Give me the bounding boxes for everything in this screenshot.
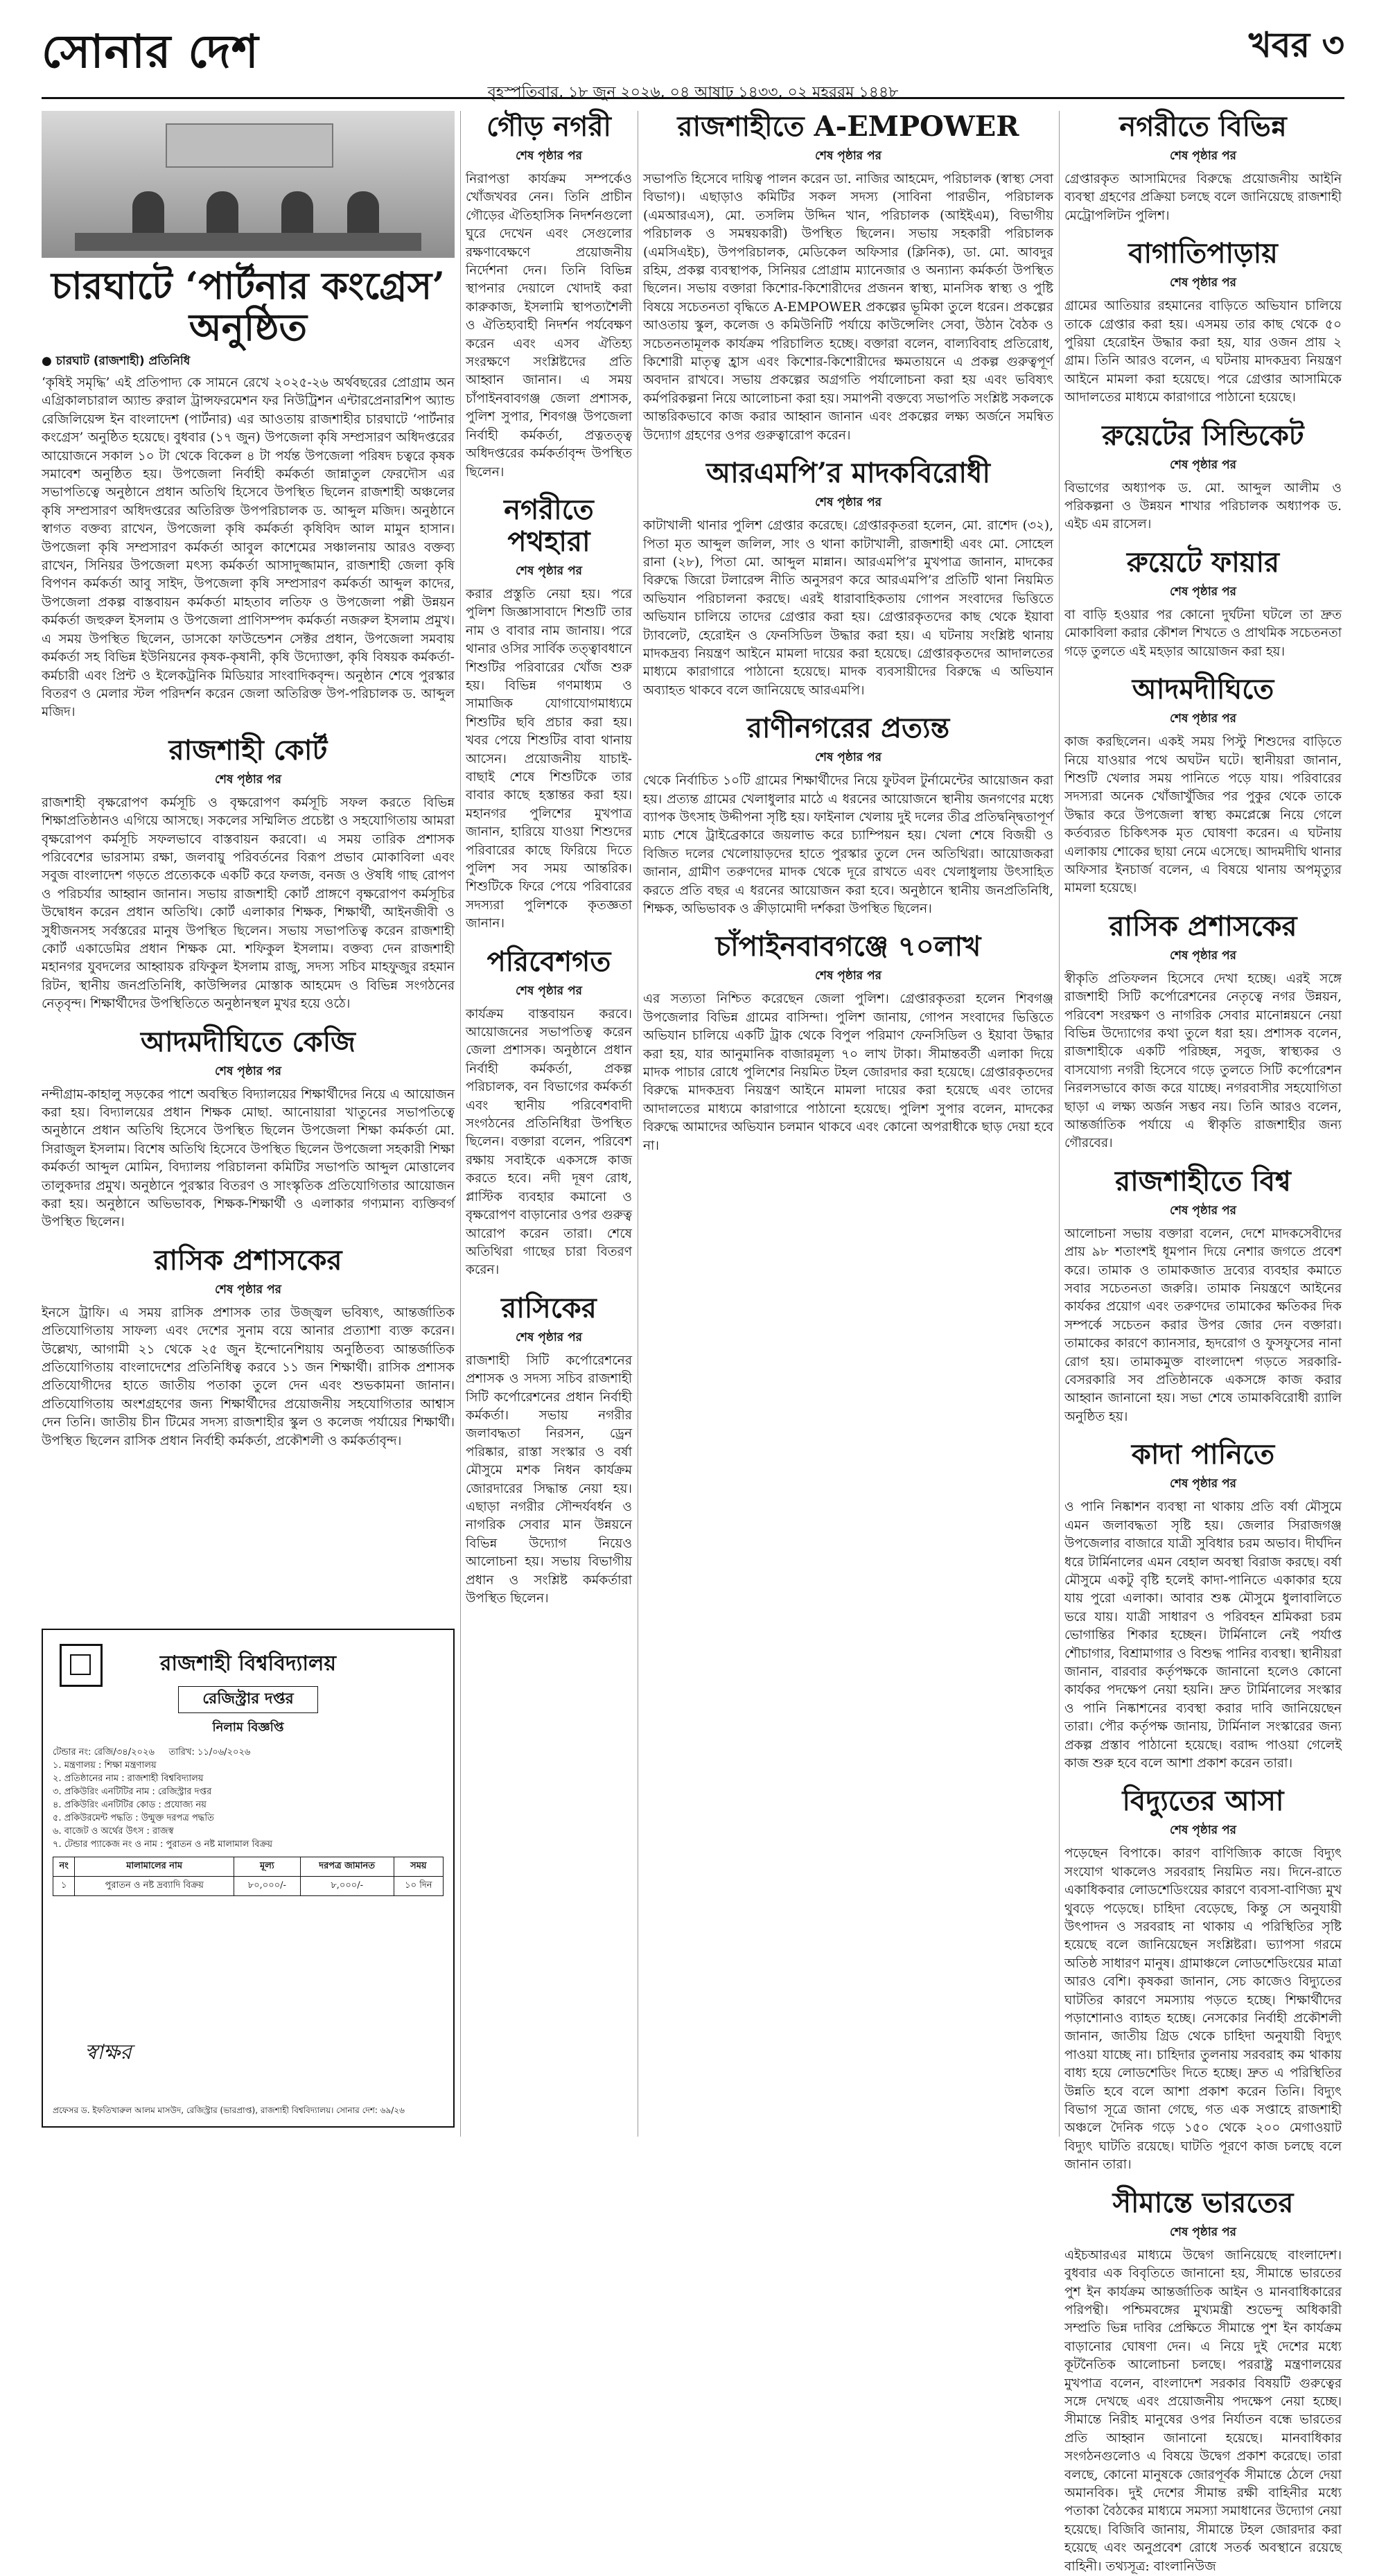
column-3 — [643, 111, 1053, 2137]
headline: রাসিক প্রশাসকের — [154, 1243, 342, 1277]
continued-label: শেষ পৃষ্ঠার পর — [1170, 712, 1236, 726]
story-bidyut — [1064, 1785, 1342, 2174]
masthead-rule — [42, 97, 1344, 99]
table-header-cell: দরপত্র জামানত — [300, 1857, 394, 1877]
headline: চারঘাটে ‘পার্টনার কংগ্রেস’ অনুষ্ঠিত — [51, 263, 445, 349]
byline: ● চারঘাট (রাজশাহী) প্রতিনিধি — [42, 354, 191, 368]
story-chapainawabganj — [643, 931, 1053, 1155]
story-body: ও পানি নিষ্কাশন ব্যবস্থা না থাকায় প্রতি বর্ষা মৌসুমে এমন জলাবদ্ধতা সৃষ্টি হয়। জেলার সিরাজগঞ্জ উপজেলার বাজারে যাত্রী সুবিধার চরম অভাব। দীর্ঘদিন ধরে টার্মিনালের এমন বেহাল অবস্থা বিরাজ করছে। বর্ষা মৌসুমে একটু বৃষ্টি হলেই কাদা-পানিতে একাকার হয়ে যায় পুরো এলাকা। আবার শুষ্ক মৌসুমে ধুলাবালিতে ভরে যায়। যাত্রী সাধারণ ও পরিবহন শ্রমিকরা চরম ভোগান্তির শিকার হচ্ছেন। টার্মিনালে নেই পর্যাপ্ত শৌচাগার, বিশ্রামাগার ও বিশুদ্ধ পানির ব্যবস্থা। স্থানীয়রা জানান, বারবার কর্তৃপক্ষকে জানানো হলেও কোনো কার্যকর পদক্ষেপ নেয়া হয়নি। দ্রুত টার্মিনালের সংস্কার ও পানি নিষ্কাশনের ব্যবস্থা করার দাবি জানিয়েছেন তারা। পৌর কর্তৃপক্ষ জানায়, টার্মিনাল সংস্কারের জন্য প্রকল্প প্রস্তাব পাঠানো হয়েছে। বরাদ্দ পাওয়া গেলেই কাজ শুরু হবে বলে আশা প্রকাশ করেন তারা। — [1064, 1500, 1342, 1771]
story-rasik-admin-2 — [1064, 911, 1342, 1153]
event-photo — [42, 111, 455, 258]
masthead — [42, 17, 1344, 101]
table-cell: ১ — [53, 1877, 75, 1896]
story-rajshahi-court — [42, 735, 455, 1014]
advert-ref-line — [53, 1746, 444, 1759]
story-body: কাটাখালী থানার পুলিশ গ্রেপ্তার করেছে। গ্রেপ্তারকৃতরা হলেন, মো. রাশেদ (৩২), পিতা মৃত আব্দুল জলিল, সাং ও থানা কাটাখালী, রাজশাহী এবং মো. সোহেল রানা (২৮), পিতা মো. আব্দুল মান্নান। আরএমপি’র মুখপাত্র জানান, মাদকের বিরুদ্ধে জিরো টলারেন্স নীতি অনুসরণ করে আরএমপি’র প্রতিটি থানা নিয়মিত অভিযান পরিচালনা করছে। এরই ধারাবাহিকতায় গোপন সংবাদের ভিত্তিতে অভিযান চালিয়ে তাদের গ্রেপ্তার করা হয়। গ্রেপ্তারকৃতদের কাছ থেকে ইয়াবা ট্যাবলেট, হেরোইন ও ফেনসিডিল উদ্ধার করা হয়। এ ঘটনায় সংশ্লিষ্ট থানায় মাদকদ্রব্য নিয়ন্ত্রণ আইনে মামলা দায়ের করা হয়েছে। গ্রেপ্তারকৃতদের আদালতের মাধ্যমে কারাগারে পাঠানো হয়েছে। মাদক ব্যবসায়ীদের বিরুদ্ধে এ অভিযান অব্যাহত থাকবে বলে জানিয়েছে আরএমপি। — [643, 518, 1053, 698]
advert-table-header — [53, 1857, 444, 1877]
continued-label: শেষ পৃষ্ঠার পর — [215, 1282, 281, 1297]
story-body: ‘কৃষিই সমৃদ্ধি’ এই প্রতিপাদ্য কে সামনে রেখে ২০২৫-২৬ অর্থবছরের প্রোগ্রাম অন এগ্রিকালচারাল অ্যান্ড রুরাল ট্রান্সফরমেশন ফর নিউট্রিশন এন্টারপ্রেনারশিপ অ্যান্ড রেজিলিয়েন্স ইন বাংলাদেশ (পার্টনার) এর আওতায় রাজশাহীর চারঘাটে ‘পার্টনার কংগ্রেস’ অনুষ্ঠিত হয়েছে। বুধবার (১৭ জুন) উপজেলা কৃষি সম্প্রসারণ অধিদপ্তরের আয়োজনে সকাল ১০ টা থেকে বিকেল ৪ টা পর্যন্ত উপজেলা পরিষদ চত্বরে কৃষক সমাবেশ অনুষ্ঠিত হয়। উপজেলা নির্বাহী কর্মকর্তা জান্নাতুল ফেরদৌস এর সভাপতিত্বে অনুষ্ঠানে প্রধান অতিথি হিসেবে উপস্থিত ছিলেন রাজশাহী অঞ্চলের কৃষি সম্প্রসারণ অধিদপ্তরের অতিরিক্ত উপপরিচালক ড. আব্দুল মজিদ। অনুষ্ঠানে স্বাগত বক্তব্য রাখেন, উপজেলা কৃষি কর্মকর্তা কৃষিবিদ আল মামুন হাসান। উপজেলা কৃষি সম্প্রসারণ কর্মকর্তা আবুল কাশেমের সঞ্চালনায় আরও বক্তব্য রাখেন, সিনিয়র উপজেলা মৎস্য কর্মকর্তা আসাদুজ্জামান, রাজশাহী জেলা কৃষি বিপণন কর্মকর্তা আবু সাইদ, উপজেলা কৃষি সম্প্রসারণ কর্মকর্তা আব্দুল কাদের, উপজেলা প্রকল্প বাস্তবায়ন কর্মকর্তা মাহতাব লতিফ ও উপজেলা পল্লী উন্নয়ন কর্মকর্তা জহুরুল ইসলাম ও উপজেলা প্রাণিসম্পদ কর্মকর্তা নজরুল ইসলাম প্রমুখ। এ সময় উপস্থিত ছিলেন, ডাসকো ফাউন্ডেশন সেক্টর প্রধান, উপজেলা সমবায় কর্মকর্তা সহ বিভিন্ন ইউনিয়নের কৃষক-কৃষানী, কৃষি উদ্যোক্তা, কৃষি বিষয়ক কর্মকর্তা-কর্মচারী এবং প্রিন্ট ও ইলেকট্রনিক মিডিয়ার সাংবাদিকবৃন্দ। অনুষ্ঠান শেষে পুরস্কার বিতরণ ও মেলার স্টল পরিদর্শন করেন জেলা অতিরিক্ত উপ-পরিচালক ড. আব্দুল মজিদ। — [42, 376, 455, 720]
advert-title: নিলাম বিজ্ঞপ্তি — [212, 1720, 284, 1735]
story-raninagar — [643, 712, 1053, 918]
advert-line: ১. মন্ত্রণালয় : শিক্ষা মন্ত্রণালয় — [53, 1760, 157, 1771]
headline: গৌড় নগরী — [486, 110, 611, 143]
story-body: করার প্রস্তুতি নেয়া হয়। পরে পুলিশ জিজ্ঞাসাবাদে শিশুটি তার নাম ও বাবার নাম জানায়। পরে থানার ওসির সার্বিক তত্ত্বাবধানে শিশুটির পরিবারের খোঁজ শুরু হয়। বিভিন্ন গণমাধ্যম ও সামাজিক যোগাযোগমাধ্যমে শিশুটির ছবি প্রচার করা হয়। খবর পেয়ে শিশুটির বাবা থানায় আসেন। প্রয়োজনীয় যাচাই-বাছাই শেষে শিশুটিকে তার বাবার কাছে হস্তান্তর করা হয়। মহানগর পুলিশের মুখপাত্র জানান, হারিয়ে যাওয়া শিশুদের পরিবারের কাছে ফিরিয়ে দিতে পুলিশ সব সময় আন্তরিক। শিশুটিকে ফিরে পেয়ে পরিবারের সদস্যরা পুলিশকে কৃতজ্ঞতা জানান। — [466, 586, 632, 931]
story-body: কাজ করছিলেন। একই সময় পিস্টু শিশুদের বাড়িতে নিয়ে যাওয়ার পথে অঘটন ঘটে। স্থানীয়রা জানান, শিশুটি খেলার সময় পানিতে পড়ে যায়। পরিবারের সদস্যরা অনেক খোঁজাখুঁজির পর পুকুর থেকে তাকে উদ্ধার করে উপজেলা স্বাস্থ্য কমপ্লেক্সে নিয়ে গেলে কর্তব্যরত চিকিৎসক মৃত ঘোষণা করেন। এ ঘটনায় এলাকায় শোকের ছায়া নেমে এসেছে। আদমদীঘি থানার অফিসার ইনচার্জ বলেন, এ বিষয়ে থানায় অপমৃত্যুর মামলা হয়েছে। — [1064, 735, 1342, 896]
headline: রাসিকের — [501, 1291, 597, 1324]
story-ruet-fire — [1064, 547, 1342, 661]
advert-line: ২. প্রতিষ্ঠানের নাম : রাজশাহী বিশ্ববিদ্যালয় — [53, 1773, 204, 1784]
advert-table — [53, 1857, 444, 1896]
column-divider — [1059, 111, 1060, 2137]
table-cell: পুরাতন ও নষ্ট দ্রব্যাদি বিক্রয় — [75, 1877, 234, 1896]
continued-label: শেষ পৃষ্ঠার পর — [215, 1064, 281, 1078]
story-environment — [466, 946, 632, 1280]
table-header-cell: নং — [53, 1857, 75, 1877]
story-baghapara — [1064, 238, 1342, 407]
headline: পরিবেশগত — [486, 945, 611, 978]
continued-label: শেষ পৃষ্ঠার পর — [1170, 1477, 1236, 1491]
newspaper-logo: সোনার দেশ — [42, 24, 259, 78]
headline: রাণীনগরের প্রত্যন্ত — [746, 712, 950, 745]
story-body: রাজশাহী বৃক্ষরোপণ কর্মসূচি ও বৃক্ষরোপণ কর্মসূচি সফল করতে বিভিন্ন শিক্ষাপ্রতিষ্ঠানও এগিয়ে আসছে। সকলের সম্মিলিত প্রচেষ্টা ও সহযোগিতায় আমরা বৃক্ষরোপণ কর্মসূচি সফলভাবে বাস্তবায়ন করবো। এ সময় তারিক প্রশাসক পরিবেশের ভারসাম্য রক্ষা, জলবায়ু পরিবর্তনের বিরূপ প্রভাব মোকাবিলা এবং সবুজ বাংলাদেশ গড়তে প্রত্যেককে একটি করে ফলজ, বনজ ও ঔষধি গাছ রোপণ ও পরিচর্যার আহ্বান জানান। সভায় রাজশাহী কোর্ট প্রাঙ্গণে বৃক্ষরোপণ কর্মসূচির উদ্বোধন করেন প্রধান অতিথি। কোর্ট এলাকার শিক্ষক, শিক্ষার্থী, আইনজীবী ও সুধীজনসহ সর্বস্তরের মানুষ উপস্থিত ছিলেন। সভায় সভাপতিত্ব করেন রাজশাহী কোর্ট একাডেমির প্রধান শিক্ষক মো. শফিকুল ইসলাম। বক্তব্য দেন রাজশাহী মহানগর যুবদলের আহ্বায়ক রফিকুল ইসলাম রাজু, সদস্য সচিব মাহফুজুর রহমান রিটন, স্থানীয় জনপ্রতিনিধি, কাউন্সিলর মোস্তাক আহমেদ ও বিভিন্ন সংগঠনের নেতৃবৃন্দ। শিক্ষার্থীদের উপস্থিতিতে অনুষ্ঠানস্থল মুখর হয়ে ওঠে। — [42, 795, 455, 1012]
story-rmp-anti-drug — [643, 457, 1053, 700]
continued-label: শেষ পৃষ্ঠার পর — [1170, 276, 1236, 290]
headline: রাজশাহীতে বিশ্ব — [1115, 1164, 1291, 1198]
continued-label: শেষ পৃষ্ঠার পর — [815, 751, 881, 765]
story-gaur-nagari — [466, 111, 632, 482]
story-body: নিরাপত্তা কার্যক্রম সম্পর্কেও খোঁজখবর নেন। তিনি প্রাচীন গৌড়ের ঐতিহাসিক নিদর্শনগুলো ঘুরে দেখেন এবং সেগুলোর রক্ষণাবেক্ষণে প্রয়োজনীয় নির্দেশনা দেন। তিনি বিভিন্ন স্থাপনার দেয়ালে খোদাই করা কারুকাজ, ইসলামি স্থাপত্যশৈলী ও ঐতিহ্যবাহী নিদর্শন পর্যবেক্ষণ করেন এবং এসব ঐতিহ্য সংরক্ষণে সংশ্লিষ্টদের প্রতি আহ্বান জানান। এ সময় চাঁপাইনবাবগঞ্জ জেলা প্রশাসক, পুলিশ সুপার, শিবগঞ্জ উপজেলা নির্বাহী কর্মকর্তা, প্রত্নতত্ত্ব অধিদপ্তরের কর্মকর্তাবৃন্দ উপস্থিত ছিলেন। — [466, 172, 632, 480]
headline: রাজশাহীতে A-EMPOWER — [677, 110, 1019, 143]
column-2 — [466, 111, 632, 2137]
headline: বাগাতিপাড়ায় — [1128, 237, 1278, 270]
headline: রাসিক প্রশাসকের — [1109, 909, 1297, 943]
column-4 — [1064, 110, 1342, 2574]
story-nagari-various — [1064, 111, 1342, 225]
advert-line: ৫. প্রকিউরমেন্ট পদ্ধতি : উন্মুক্ত দরপত্র পদ্ধতি — [53, 1813, 214, 1823]
story-ruet-syndicate — [1064, 420, 1342, 534]
headline: রুয়েটের সিন্ডিকেট — [1102, 419, 1304, 452]
story-body: নন্দীগ্রাম-কাহালু সড়কের পাশে অবস্থিত বিদ্যালয়ের শিক্ষার্থীদের নিয়ে এ আয়োজন করা হয়। বিদ্যালয়ের প্রধান শিক্ষক মোছা. আনোয়ারা খাতুনের সভাপতিত্বে অনুষ্ঠানে প্রধান অতিথি হিসেবে উপস্থিত ছিলেন উপজেলা শিক্ষা কর্মকর্তা মো. সিরাজুল ইসলাম। বিশেষ অতিথি হিসেবে উপস্থিত ছিলেন উপজেলা সহকারী শিক্ষা কর্মকর্তা আব্দুল মোমিন, বিদ্যালয় পরিচালনা কমিটির সভাপতি আব্দুল মোত্তালেব তালুকদার প্রমুখ। অনুষ্ঠানে পুরস্কার বিতরণ ও সাংস্কৃতিক প্রতিযোগিতার আয়োজন করা হয়। অনুষ্ঠানে অভিভাবক, শিক্ষক-শিক্ষার্থী ও এলাকার গণ্যমান্য ব্যক্তিবর্গ উপস্থিত ছিলেন। — [42, 1087, 455, 1230]
story-body: ইনসে ট্রাফি। এ সময় রাসিক প্রশাসক তার উজ্জ্বল ভবিষ্যৎ, আন্তর্জাতিক প্রতিযোগিতায় সাফল্য এবং দেশের সুনাম বয়ে আনার প্রত্যাশা ব্যক্ত করেন। উল্লেখ্য, আগামী ২১ থেকে ২৫ জুন ইন্দোনেশিয়ায় অনুষ্ঠিতব্য আন্তর্জাতিক প্রতিযোগিতায় বাংলাদেশের প্রতিনিধিত্ব করবে ১১ জন শিক্ষার্থী। রাসিক প্রশাসক প্রতিযোগীদের হাতে জাতীয় পতাকা তুলে দেন এবং শুভকামনা জানান। প্রতিযোগিতায় অংশগ্রহণের জন্য শিক্ষার্থীদের প্রয়োজনীয় সহযোগিতার আশ্বাস দেন তিনি। জাতীয় চীন টিমের সদস্য রাজশাহীর স্কুল ও কলেজ পর্যায়ের শিক্ষার্থী। উপস্থিত ছিলেন রাসিক প্রধান নির্বাহী কর্মকর্তা, প্রকৌশলী ও কর্মকর্তাবৃন্দ। — [42, 1305, 455, 1448]
story-adamdighi — [1064, 674, 1342, 898]
story-rasik-administrator — [42, 1245, 455, 1451]
advert-line: ৪. প্রকিউরিং এনটিটির কোড : প্রযোজ্য নয় — [53, 1800, 207, 1810]
story-body: স্বীকৃতি প্রতিফলন হিসেবে দেখা হচ্ছে। এরই সঙ্গে রাজশাহী সিটি কর্পোরেশনের নেতৃত্বে নগর উন্নয়ন, পরিবেশ সংরক্ষণ ও নাগরিক সেবার মানোন্নয়নে নেয়া বিভিন্ন উদ্যোগের কথা তুলে ধরা হয়। প্রশাসক বলেন, রাজশাহীকে একটি পরিচ্ছন্ন, সবুজ, স্বাস্থ্যকর ও বাসযোগ্য নগরী হিসেবে গড়ে তুলতে সিটি কর্পোরেশন নিরলসভাবে কাজ করে যাচ্ছে। নগরবাসীর সহযোগিতা ছাড়া এ লক্ষ্য অর্জন সম্ভব নয়। তিনি আরও বলেন, আন্তর্জাতিক পর্যায়ে এ স্বীকৃতি রাজশাহীর জন্য গৌরবের। — [1064, 971, 1342, 1151]
advert-date: তারিখ: ১১/০৬/২০২৬ — [168, 1747, 251, 1758]
signature: স্বাক্ষর — [85, 2040, 132, 2065]
story-kada — [1064, 1439, 1342, 1773]
advert-footer: প্রফেসর ড. ইফতিখারুল আলম মাসউদ, রেজিস্ট্রার (ভারপ্রাপ্ত), রাজশাহী বিশ্ববিদ্যালয়। সোনার দেশ: ৬৯/২৬ — [53, 2105, 405, 2115]
story-world-tobacco — [1064, 1166, 1342, 1426]
continued-label: শেষ পৃষ্ঠার পর — [516, 1330, 582, 1344]
continued-label: শেষ পৃষ্ঠার পর — [516, 983, 582, 998]
column-divider — [460, 111, 461, 2137]
tender-notice-advert — [42, 1629, 455, 2128]
story-a-empower — [643, 111, 1053, 445]
advert-ref: টেন্ডার নং: রেজি/৩৪/২০২৬ — [53, 1747, 155, 1758]
continued-label: শেষ পৃষ্ঠার পর — [516, 563, 582, 578]
headline: বিদ্যুতের আসা — [1122, 1785, 1284, 1818]
story-body: বিভাগের অধ্যাপক ড. মো. আব্দুল আলীম ও পরিকল্পনা ও উন্নয়ন শাখার পরিচালক অধ্যাপক ড. এইচ এম রাসেল। — [1064, 480, 1342, 532]
table-cell: ৮,০০০/- — [300, 1877, 394, 1896]
continued-label: শেষ পৃষ্ঠার পর — [516, 149, 582, 163]
story-body: সভাপতি হিসেবে দায়িত্ব পালন করেন ডা. নাজির আহমেদ, পরিচালক (স্বাস্থ্য সেবা বিভাগ)। এছাড়াও কমিটির সকল সদস্য (সাবিনা পারভীন, পরিচালক (এমআরএস), মো. তসলিম উদ্দিন খান, পরিচালক (আইইএম), বিভাগীয় পরিচালক ও সমন্বয়কারী) উপস্থিত ছিলেন। সভায় সহকারী পরিচালক (এমসিএইচ), উপপরিচালক, মেডিকেল অফিসার (ক্লিনিক), ডা. মো. আবদুর রহিম, প্রকল্প ব্যবস্থাপক, সিনিয়র প্রোগ্রাম ম্যানেজার ও অন্যান্য কর্মকর্তা উপস্থিত ছিলেন। সভায় বক্তারা কিশোর-কিশোরীদের প্রজনন স্বাস্থ্য, মানসিক স্বাস্থ্য ও পুষ্টি বিষয়ে সচেতনতা বৃদ্ধিতে A-EMPOWER প্রকল্পের ভূমিকা তুলে ধরেন। প্রকল্পের আওতায় স্কুল, কলেজ ও কমিউনিটি পর্যায়ে কাউন্সেলিং সেবা, উঠান বৈঠক ও সচেতনতামূলক কার্যক্রম পরিচালিত হচ্ছে। বক্তারা বলেন, বাল্যবিবাহ প্রতিরোধ, কিশোরী মাতৃত্ব হ্রাস এবং কিশোর-কিশোরীদের ক্ষমতায়নে এ প্রকল্প গুরুত্বপূর্ণ অবদান রাখবে। সভায় প্রকল্পের অগ্রগতি পর্যালোচনা করা হয় এবং ভবিষ্যৎ কর্মপরিকল্পনা নিয়ে আলোচনা করা হয়। সমাপনী বক্তব্যে সভাপতি সংশ্লিষ্ট সকলকে আন্তরিকভাবে কাজ করার আহ্বান জানান এবং প্রকল্পের লক্ষ্য অর্জনে সমন্বিত উদ্যোগ গ্রহণের ওপর গুরুত্বারোপ করেন। — [643, 172, 1053, 443]
story-simanta — [1064, 2187, 1342, 2576]
table-header-cell: সময় — [394, 1857, 443, 1877]
story-body: গ্রেপ্তারকৃত আসামিদের বিরুদ্ধে প্রয়োজনীয় আইনি ব্যবস্থা গ্রহণের প্রক্রিয়া চলছে বলে জানিয়েছে রাজশাহী মেট্রোপলিটন পুলিশ। — [1064, 172, 1342, 223]
story-body: গ্রামের আতিয়ার রহমানের বাড়িতে অভিযান চালিয়ে তাকে গ্রেপ্তার করা হয়। এসময় তার কাছ থেকে ৫০ পুরিয়া হেরোইন উদ্ধার করা হয়, যার ওজন প্রায় ২ গ্রাম। তিনি আরও বলেন, এ ঘটনায় মাদকদ্রব্য নিয়ন্ত্রণ আইনে মামলা করা হয়েছে। পরে গ্রেপ্তার আসামিকে আদালতের মাধ্যমে কারাগারে পাঠানো হয়েছে। — [1064, 299, 1342, 405]
stage-table — [75, 233, 422, 251]
continued-label: শেষ পৃষ্ঠার পর — [815, 149, 881, 163]
continued-label: শেষ পৃষ্ঠার পর — [815, 969, 881, 983]
table-cell: ১০ দিন — [394, 1877, 443, 1896]
story-rasik-meeting — [466, 1293, 632, 1609]
headline: আদমদীঘিতে কেজি — [141, 1025, 356, 1058]
section-tag: খবর ৩ — [1248, 24, 1344, 65]
story-body: পড়েছেন বিপাকে। কারণ বাণিজ্যিক কাজে বিদ্যুৎ সংযোগ থাকলেও সরবরাহ নিয়মিত নয়। দিনে-রাতে একাধিকবার লোডশেডিংয়ের কারণে ব্যবসা-বাণিজ্য মুখ থুবড়ে পড়েছে। চাহিদা বেড়েছে, কিন্তু সে অনুযায়ী উৎপাদন ও সরবরাহ না থাকায় এ পরিস্থিতির সৃষ্টি হয়েছে বলে জানিয়েছেন সংশ্লিষ্টরা। ভ্যাপসা গরমে অতিষ্ঠ সাধারণ মানুষ। গ্রামাঞ্চলে লোডশেডিংয়ের মাত্রা আরও বেশি। কৃষকরা জানান, সেচ কাজেও বিদ্যুতের ঘাটতির কারণে সমস্যায় পড়তে হচ্ছে। শিক্ষার্থীদের পড়াশোনাও ব্যাহত হচ্ছে। নেসকোর নির্বাহী প্রকৌশলী জানান, জাতীয় গ্রিড থেকে চাহিদা অনুযায়ী বিদ্যুৎ পাওয়া যাচ্ছে না। চাহিদার তুলনায় সরবরাহ কম থাকায় বাধ্য হয়ে লোডশেডিং দিতে হচ্ছে। দ্রুত এ পরিস্থিতির উন্নতি হবে বলে আশা প্রকাশ করেন তিনি। বিদ্যুৎ বিভাগ সূত্রে জানা গেছে, গত এক সপ্তাহে রাজশাহী অঞ্চলে দৈনিক গড়ে ১৫০ থেকে ২০০ মেগাওয়াট বিদ্যুৎ ঘাটতি রয়েছে। ঘাটতি পূরণে কাজ চলছে বলে জানান তারা। — [1064, 1846, 1342, 2173]
headline: রাজশাহী কোর্ট — [168, 733, 328, 766]
table-header-cell: মূল্য — [234, 1857, 301, 1877]
table-header-cell: মালামালের নাম — [75, 1857, 234, 1877]
story-body: আলোচনা সভায় বক্তারা বলেন, দেশে মাদকসেবীদের প্রায় ৯৮ শতাংশই ধূমপান দিয়ে নেশার জগতে প্রবেশ করে। তামাক ও তামাকজাত দ্রব্যের ব্যবহার কমাতে সবার সচেতনতা জরুরি। তামাক নিয়ন্ত্রণে আইনের কার্যকর প্রয়োগ এবং তরুণদের তামাকের ক্ষতিকর দিক সম্পর্কে সচেতন করার উপর জোর দেন বক্তারা। তামাকের কারণে ক্যানসার, হৃদরোগ ও ফুসফুসের নানা রোগ হয়। তামাকমুক্ত বাংলাদেশ গড়তে সরকারি-বেসরকারি সব প্রতিষ্ঠানকে একসঙ্গে কাজ করার আহ্বান জানানো হয়। সভা শেষে তামাকবিরোধী র‌্যালি অনুষ্ঠিত হয়। — [1064, 1226, 1342, 1424]
headline: রুয়েটে ফায়ার — [1126, 545, 1280, 579]
continued-label: শেষ পৃষ্ঠার পর — [1170, 1203, 1236, 1218]
continued-label: শেষ পৃষ্ঠার পর — [1170, 584, 1236, 599]
advert-line: ৬. বাজেট ও অর্থের উৎস : রাজস্ব — [53, 1826, 174, 1837]
story-partner-congress — [42, 111, 455, 722]
continued-label: শেষ পৃষ্ঠার পর — [1170, 149, 1236, 163]
story-lost-child — [466, 494, 632, 934]
advert-line: ৭. টেন্ডার প্যাকেজ নং ও নাম : পুরাতন ও নষ্ট মালামাল বিক্রয় — [53, 1839, 273, 1850]
story-body: থেকে নির্বাচিত ১০টি গ্রামের শিক্ষার্থীদের নিয়ে ফুটবল টুর্নামেন্টের আয়োজন করা হয়। প্রত্যন্ত গ্রামের খেলাধুলার মাঠে এ ধরনের আয়োজনে স্থানীয় জনগণের মধ্যে ব্যাপক উৎসাহ উদ্দীপনা সৃষ্টি হয়। ফাইনাল খেলায় দুই দলের তীব্র প্রতিদ্বন্দ্বিতাপূর্ণ ম্যাচ শেষে ট্রাইব্রেকারে জয়লাভ করে চ্যাম্পিয়ন হয়। খেলা শেষে বিজয়ী ও বিজিত দলের খেলোয়াড়দের হাতে পুরস্কার তুলে দেন অতিথিরা। আয়োজকরা জানান, গ্রামীণ তরুণদের মাদক থেকে দূরে রাখতে এবং খেলাধুলায় উৎসাহিত করতে প্রতি বছর এ ধরনের আয়োজন করা হবে। অনুষ্ঠানে স্থানীয় জনপ্রতিনিধি, শিক্ষক, অভিভাবক ও ক্রীড়ামোদী দর্শকরা উপস্থিত ছিলেন। — [643, 773, 1053, 916]
story-body: এর সত্যতা নিশ্চিত করেছেন জেলা পুলিশ। গ্রেপ্তারকৃতরা হলেন শিবগঞ্জ উপজেলার বিভিন্ন গ্রামের বাসিন্দা। পুলিশ জানায়, গোপন সংবাদের ভিত্তিতে অভিযান চালিয়ে একটি ট্রাক থেকে বিপুল পরিমাণ ফেনসিডিল ও ইয়াবা উদ্ধার করা হয়, যার আনুমানিক বাজারমূল্য ৭০ লাখ টাকা। সীমান্তবর্তী এলাকা দিয়ে মাদক পাচার রোধে পুলিশের নিয়মিত টহল জোরদার করা হয়েছে। গ্রেপ্তারকৃতদের বিরুদ্ধে মাদকদ্রব্য নিয়ন্ত্রণ আইনে মামলা দায়ের করা হয়েছে এবং তাদের আদালতের মাধ্যমে কারাগারে পাঠানো হয়েছে। পুলিশ সুপার বলেন, মাদকের বিরুদ্ধে আমাদের অভিযান চলমান থাকবে এবং কোনো অপরাধীকে ছাড় দেয়া হবে না। — [643, 992, 1053, 1153]
story-adamdighi-kg — [42, 1026, 455, 1232]
headline: নগরীতে পথহারা — [504, 493, 594, 558]
headline: আরএমপি’র মাদকবিরোধী — [706, 457, 990, 490]
continued-label: শেষ পৃষ্ঠার পর — [1170, 2225, 1236, 2239]
story-body: এইচআরএর মাধ্যমে উদ্বেগ জানিয়েছে বাংলাদেশ। বুধবার এক বিবৃতিতে জানানো হয়, সীমান্তে ভারতের পুশ ইন কার্যক্রম আন্তর্জাতিক আইন ও মানবাধিকারের পরিপন্থী। পশ্চিমবঙ্গের মুখ্যমন্ত্রী শুভেন্দু অধিকারী সম্প্রতি ভিন্ন দাবির প্রেক্ষিতে সীমান্তে পুশ ইন কার্যক্রম বাড়ানোর ঘোষণা দেন। এ নিয়ে দুই দেশের মধ্যে কূটনৈতিক আলোচনা চলছে। পররাষ্ট্র মন্ত্রণালয়ের মুখপাত্র বলেন, বাংলাদেশ সরকার বিষয়টি গুরুত্বের সঙ্গে দেখছে এবং প্রয়োজনীয় পদক্ষেপ নেয়া হচ্ছে। সীমান্তে নিরীহ মানুষের ওপর নির্যাতন বন্ধে ভারতের প্রতি আহ্বান জানানো হয়েছে। মানবাধিকার সংগঠনগুলোও এ বিষয়ে উদ্বেগ প্রকাশ করেছে। তারা বলছে, কোনো মানুষকে জোরপূর্বক সীমান্তে ঠেলে দেয়া অমানবিক। দুই দেশের সীমান্ত রক্ষী বাহিনীর মধ্যে পতাকা বৈঠকের মাধ্যমে সমস্যা সমাধানের উদ্যোগ নেয়া হয়েছে। বিজিবি জানায়, সীমান্তে টহল জোরদার করা হয়েছে এবং অনুপ্রবেশ রোধে সতর্ক অবস্থানে রয়েছে বাহিনী। তথ্যসূত্র: বাংলানিউজ — [1064, 2248, 1342, 2574]
story-body: রাজশাহী সিটি কর্পোরেশনের প্রশাসক ও সদস্য সচিব রাজশাহী সিটি কর্পোরেশনের প্রধান নির্বাহী কর্মকর্তা। সভায় নগরীর জলাবদ্ধতা নিরসন, ড্রেন পরিষ্কার, রাস্তা সংস্কার ও বর্ষা মৌসুমে মশক নিধন কার্যক্রম জোরদারের সিদ্ধান্ত নেয়া হয়। এছাড়া নগরীর সৌন্দর্যবর্ধন ও নাগরিক সেবার মান উন্নয়নে বিভিন্ন উদ্যোগ নিয়েও আলোচনা হয়। সভায় বিভাগীয় প্রধান ও সংশ্লিষ্ট কর্মকর্তারা উপস্থিত ছিলেন। — [466, 1353, 632, 1606]
continued-label: শেষ পৃষ্ঠার পর — [1170, 1823, 1236, 1838]
headline: সীমান্তে ভারতের — [1112, 2186, 1294, 2219]
stage-banner — [166, 123, 333, 168]
university-emblem-icon — [60, 1644, 103, 1687]
continued-label: শেষ পৃষ্ঠার পর — [215, 772, 281, 787]
continued-label: শেষ পৃষ্ঠার পর — [815, 496, 881, 510]
advert-office: রেজিস্ট্রার দপ্তর — [178, 1686, 318, 1713]
headline: নগরীতে বিভিন্ন — [1119, 110, 1287, 143]
table-row — [53, 1877, 444, 1896]
headline: আদমদীঘিতে — [1132, 673, 1274, 706]
continued-label: শেষ পৃষ্ঠার পর — [1170, 948, 1236, 963]
advert-line: ৩. প্রকিউরিং এনটিটির নাম : রেজিস্ট্রার দপ্তর — [53, 1787, 212, 1797]
story-body: কার্যক্রম বাস্তবায়ন করবে। আয়োজনের সভাপতিত্ব করেন জেলা প্রশাসক। অনুষ্ঠানে প্রধান নির্বাহী কর্মকর্তা, প্রকল্প পরিচালক, বন বিভাগের কর্মকর্তা এবং স্থানীয় পরিবেশবাদী সংগঠনের প্রতিনিধিরা উপস্থিত ছিলেন। বক্তারা বলেন, পরিবেশ রক্ষায় সবাইকে একসঙ্গে কাজ করতে হবে। নদী দূষণ রোধ, প্লাস্টিক ব্যবহার কমানো ও বৃক্ষরোপণ বাড়ানোর ওপর গুরুত্ব আরোপ করেন তারা। শেষে অতিথিরা গাছের চারা বিতরণ করেন। — [466, 1006, 632, 1278]
headline: কাদা পানিতে — [1131, 1438, 1275, 1471]
dateline: বৃহস্পতিবার, ১৮ জুন ২০২৬, ০৪ আষাঢ় ১৪৩৩, ০২ মহররম ১৪৪৮ — [487, 84, 899, 101]
advert-org: রাজশাহী বিশ্ববিদ্যালয় — [159, 1651, 337, 1676]
table-cell: ৮০,০০০/- — [234, 1877, 301, 1896]
advert-details — [53, 1759, 444, 1851]
headline: চাঁপাইনবাবগঞ্জে ৭০লাখ — [715, 930, 981, 963]
continued-label: শেষ পৃষ্ঠার পর — [1170, 457, 1236, 472]
story-body: বা বাড়ি হওয়ার পর কোনো দুর্ঘটনা ঘটলে তা দ্রুত মোকাবিলা করার কৌশল শিখতে ও প্রাথমিক সচেতনতা গড়ে তুলতে এই মহড়ার আয়োজন করা হয়। — [1064, 607, 1342, 659]
